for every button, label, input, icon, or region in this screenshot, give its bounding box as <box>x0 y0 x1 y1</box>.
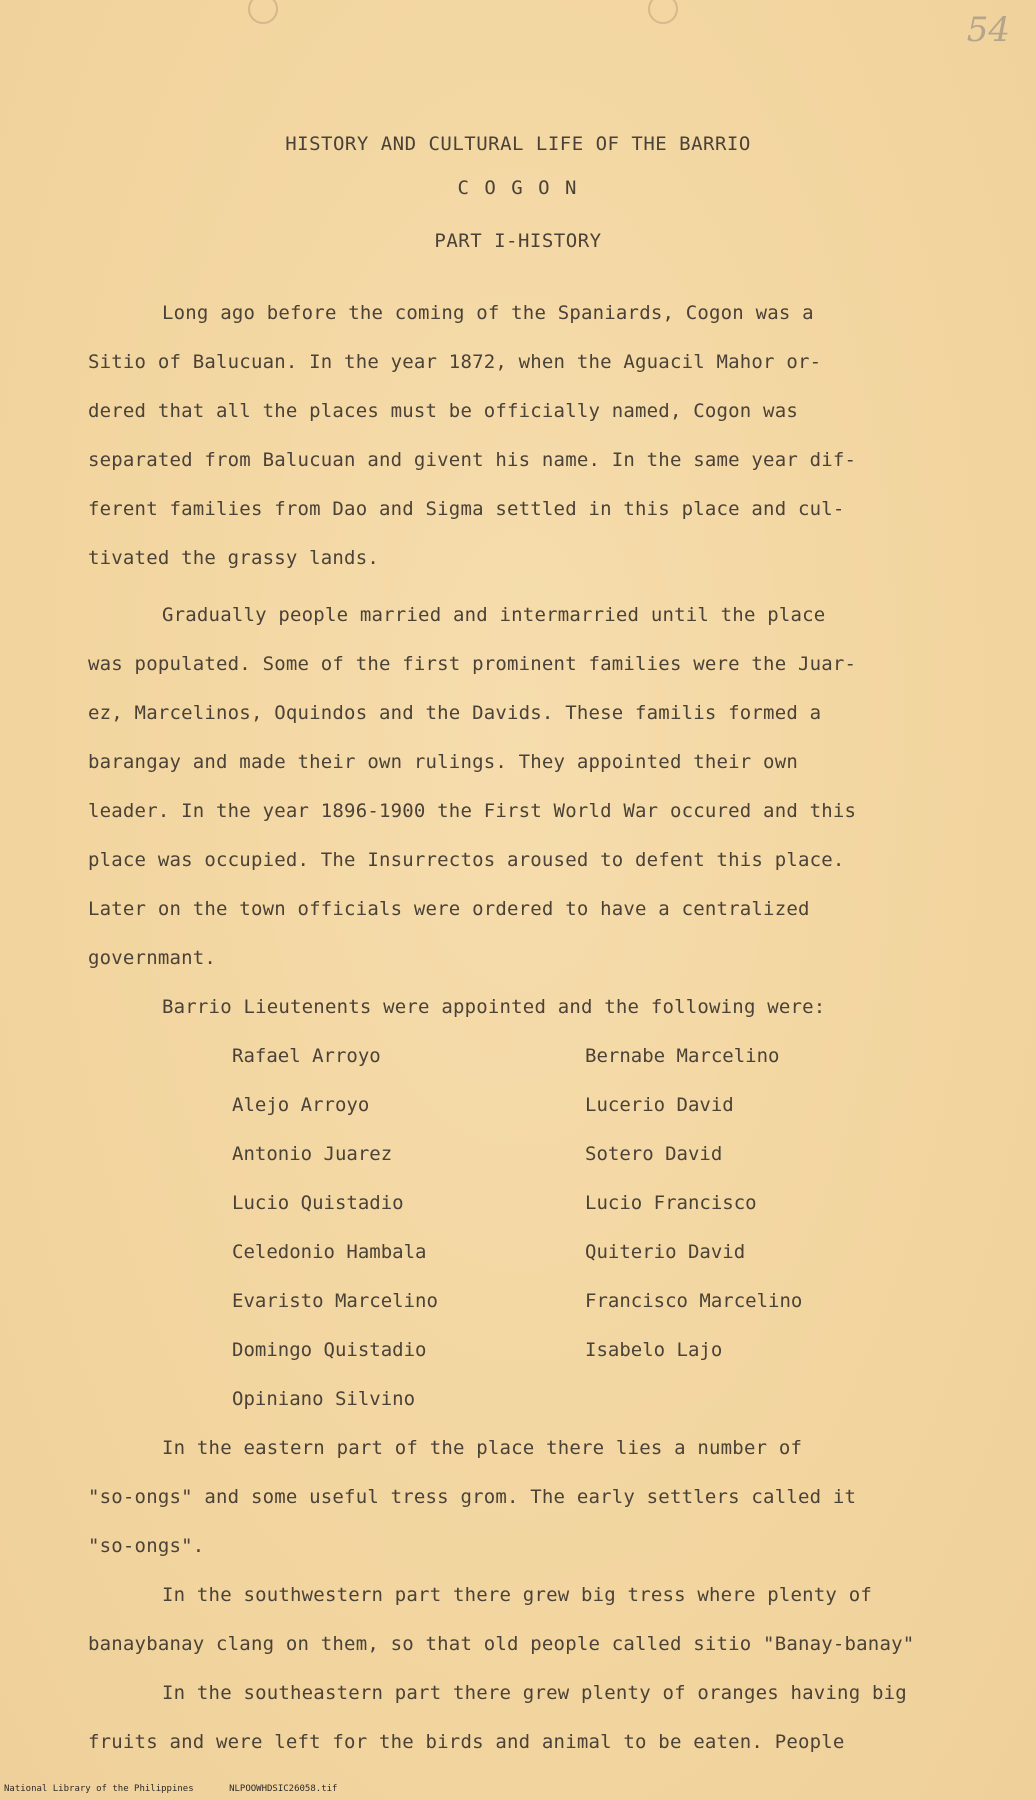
p2-line: place was occupied. The Insurrectos aroused to defent this place. <box>88 849 845 871</box>
lieutenant-name: Opiniano Silvino <box>232 1388 416 1410</box>
p5-line: In the southeastern part there grew plenty of oranges having big <box>162 1682 907 1704</box>
document-title: HISTORY AND CULTURAL LIFE OF THE BARRIO <box>285 133 751 155</box>
lieutenant-name: Lucio Quistadio <box>232 1192 404 1214</box>
lieutenant-name: Quiterio David <box>585 1241 746 1263</box>
p4-line: In the southwestern part there grew big tress where plenty of <box>162 1584 872 1606</box>
lieutenant-name: Francisco Marcelino <box>585 1290 803 1312</box>
p3-line: "so-ongs" and some useful tress grom. The early settlers called it <box>88 1486 857 1508</box>
lieutenant-name: Lucio Francisco <box>585 1192 757 1214</box>
p2-line: Later on the town officials were ordered to have a centralized <box>88 898 810 920</box>
p3-line: "so-ongs". <box>88 1535 205 1557</box>
p1-line: tivated the grassy lands. <box>88 547 379 569</box>
lieutenants-intro: Barrio Lieutenents were appointed and the following were: <box>162 996 826 1018</box>
lieutenant-name: Bernabe Marcelino <box>585 1045 780 1067</box>
barrio-name: C O G O N <box>457 177 579 199</box>
p2-line: Gradually people married and intermarried until the place <box>162 604 826 626</box>
p2-line: ez, Marcelinos, Oquindos and the Davids. These familis formed a <box>88 702 822 724</box>
p3-line: In the eastern part of the place there lies a number of <box>162 1437 803 1459</box>
footer-file: NLPOOWHDSIC26058.tif <box>229 1784 338 1794</box>
lieutenant-name: Isabelo Lajo <box>585 1339 723 1361</box>
lieutenant-name: Antonio Juarez <box>232 1143 393 1165</box>
p2-line: leader. In the year 1896-1900 the First World War occured and this <box>88 800 857 822</box>
scan-footer <box>0 1778 1036 1800</box>
p2-line: governmant. <box>88 947 217 969</box>
footer-library: National Library of the Philippines <box>4 1784 194 1794</box>
lieutenant-name: Sotero David <box>585 1143 723 1165</box>
p2-line: was populated. Some of the first prominent families were the Juar- <box>88 653 857 675</box>
binding-hole-right <box>648 0 678 24</box>
binding-hole-left <box>248 0 278 24</box>
lieutenant-name: Domingo Quistadio <box>232 1339 427 1361</box>
lieutenant-name: Celedonio Hambala <box>232 1241 427 1263</box>
lieutenant-name: Rafael Arroyo <box>232 1045 381 1067</box>
p1-line: Sitio of Balucuan. In the year 1872, when the Aguacil Mahor or- <box>88 351 822 373</box>
part-heading: PART I-HISTORY <box>434 230 602 252</box>
lieutenant-name: Evaristo Marcelino <box>232 1290 438 1312</box>
p5-line: fruits and were left for the birds and animal to be eaten. People <box>88 1731 845 1753</box>
p1-line: ferent families from Dao and Sigma settled in this place and cul- <box>88 498 845 520</box>
page-number: 54 <box>966 10 1010 50</box>
lieutenant-name: Alejo Arroyo <box>232 1094 370 1116</box>
p2-line: barangay and made their own rulings. They appointed their own <box>88 751 798 773</box>
p1-line: dered that all the places must be officially named, Cogon was <box>88 400 798 422</box>
lieutenant-name: Lucerio David <box>585 1094 734 1116</box>
p1-line: Long ago before the coming of the Spaniards, Cogon was a <box>162 302 814 324</box>
p1-line: separated from Balucuan and givent his name. In the same year dif- <box>88 449 857 471</box>
p4-line: banaybanay clang on them, so that old people called sitio "Banay-banay" <box>88 1633 915 1655</box>
